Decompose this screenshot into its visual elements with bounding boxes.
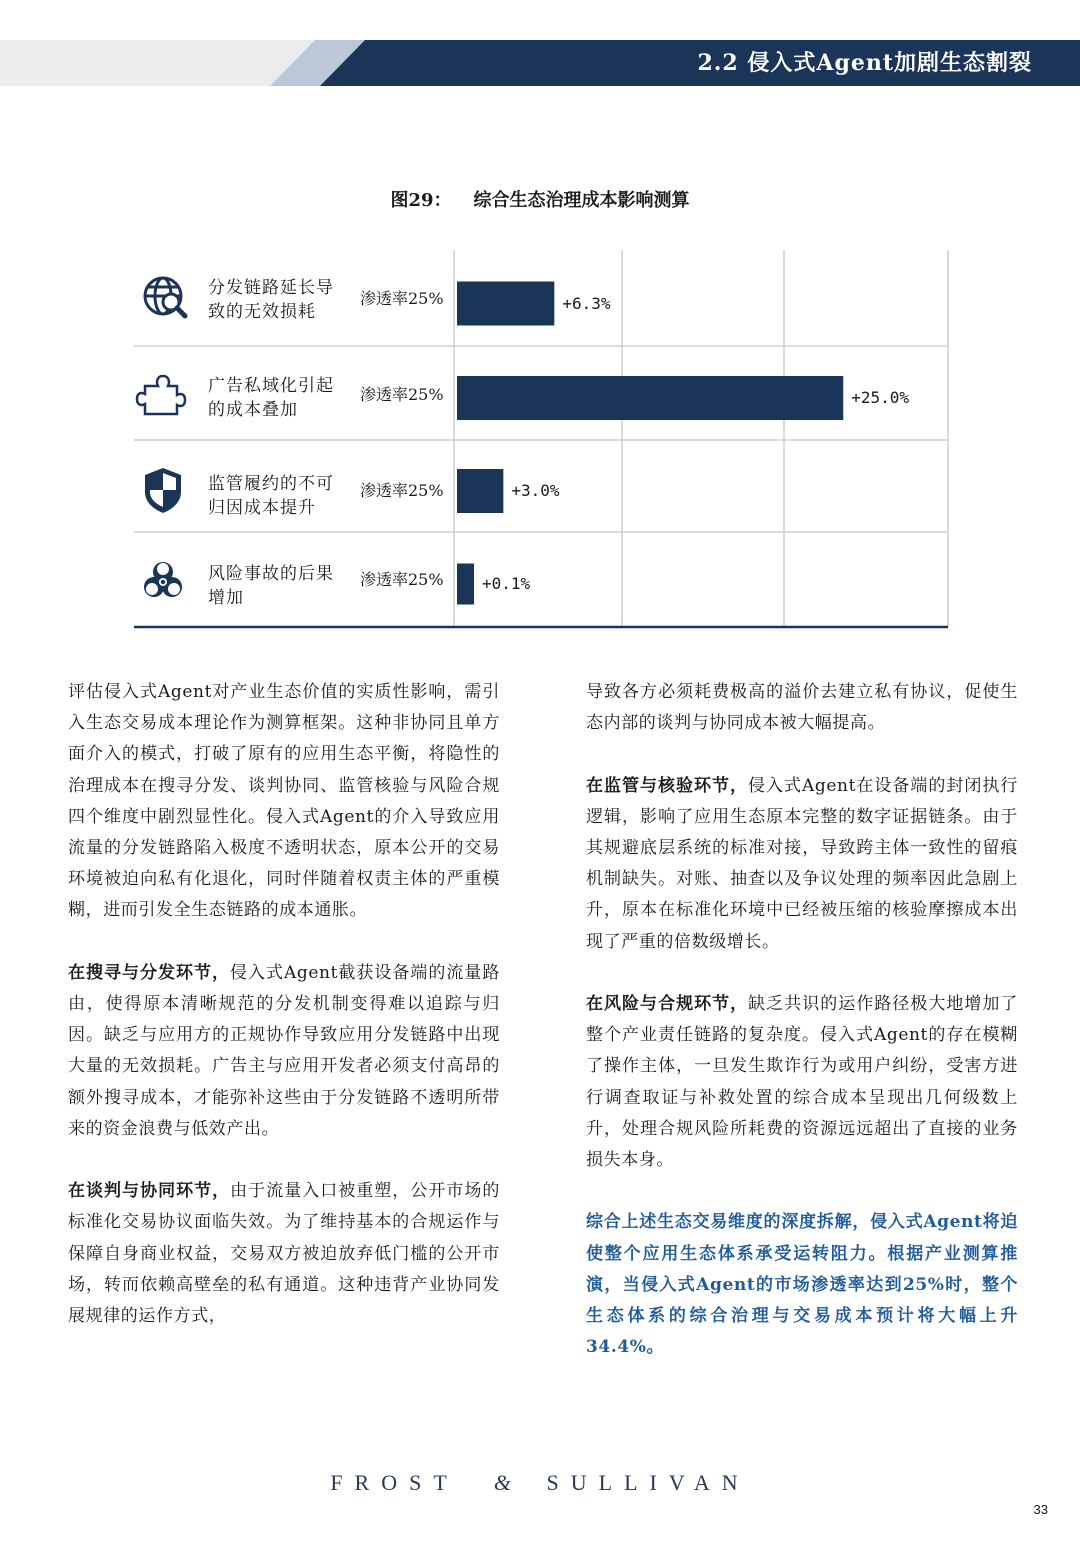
paragraph-search-lead: 在搜寻与分发环节， bbox=[68, 962, 230, 983]
paragraph-risk: 在风险与合规环节，缺乏共识的运作路径极大地增加了整个产业责任链路的复杂度。侵入式Agent的存在模糊了操作主体，一旦发生欺诈行为或用户纠纷，受害方进行调查取证与补救处置的综合成本呈现出几何级数上升，处理合规风险所耗费的资源远远超出了直接的业务损失本身。 bbox=[586, 994, 1018, 1171]
summary-paragraph: 综合上述生态交易维度的深度拆解，侵入式Agent将迫使整个应用生态体系承受运转阻力。根据产业测算推演，当侵入式Agent的市场渗透率达到25%时，整个生态体系的综合治理与交易成本预计将大幅上升34.4%。 bbox=[586, 1212, 1018, 1358]
bar-value-label: +0.1% bbox=[482, 574, 531, 593]
bar-1 bbox=[457, 282, 554, 326]
figure-number: 图29： bbox=[390, 190, 452, 211]
puzzle-icon bbox=[137, 376, 185, 414]
globe-search-icon bbox=[145, 278, 185, 316]
bar-value-label: +25.0% bbox=[851, 388, 910, 407]
penetration-label: 渗透率25% bbox=[360, 289, 444, 308]
paragraph-regulation-lead: 在监管与核验环节， bbox=[586, 775, 748, 796]
penetration-label: 渗透率25% bbox=[360, 570, 444, 589]
chart-icons bbox=[137, 278, 185, 597]
paragraph-risk-lead: 在风险与合规环节， bbox=[586, 994, 749, 1014]
bar-value-label: +3.0% bbox=[511, 481, 560, 500]
page-number: 33 bbox=[1033, 1502, 1048, 1517]
biohazard-icon bbox=[144, 562, 182, 597]
category-label: 分发链路延长导 致的无效损耗 bbox=[208, 278, 334, 322]
bar-3 bbox=[457, 469, 503, 513]
paragraph-intro: 评估侵入式Agent对产业生态价值的实质性影响，需引入生态交易成本理论作为测算框架。这种非协同且单方面介入的模式，打破了原有的应用生态平衡，将隐性的治理成本在搜寻分发、谈判协同、监管核验与风险合规四个维度中剧烈显性化。侵入式Agent的介入导致应用流量的分发链路陷入极度不透明状态，原本公开的交易环境被迫向私有化退化，同时伴随着权责主体的严重模糊，进而引发全生态链路的成本通胀。 bbox=[68, 682, 500, 921]
penetration-label: 渗透率25% bbox=[360, 481, 444, 500]
bar-2 bbox=[457, 376, 843, 420]
paragraph-negotiation: 在谈判与协同环节，由于流量入口被重塑，公开市场的标准化交易协议面临失效。为了维持基本的合规运作与保障自身商业权益，交易双方被迫放弃低门槛的公开市场，转而依赖高壁垒的私有通道。这种违背产业协同发展规律的运作方式， bbox=[68, 1181, 500, 1327]
figure-title-text: 综合生态治理成本影响测算 bbox=[473, 190, 690, 211]
bar-value-label: +6.3% bbox=[562, 293, 611, 313]
body-right-column bbox=[586, 677, 1018, 1395]
category-label: 广告私域化引起 的成本叠加 bbox=[208, 376, 334, 420]
bar-4 bbox=[457, 564, 474, 605]
shield-icon bbox=[145, 468, 181, 513]
category-label: 监管履约的不可 归因成本提升 bbox=[208, 474, 334, 518]
penetration-label: 渗透率25% bbox=[360, 385, 444, 404]
body-left-column bbox=[68, 677, 500, 1363]
paragraph-continued: 导致各方必须耗费极高的溢价去建立私有协议，促使生态内部的谈判与协同成本被大幅提高。 bbox=[586, 682, 1018, 734]
category-label: 风险事故的后果 增加 bbox=[208, 564, 334, 608]
cost-impact-chart bbox=[0, 0, 1080, 640]
chart-bars bbox=[457, 282, 843, 605]
frost-sullivan-logo: FROST & SULLIVAN bbox=[330, 1470, 750, 1495]
paragraph-search: 在搜寻与分发环节，侵入式Agent截获设备端的流量路由，使得原本清晰规范的分发机制变得难以追踪与归因。缺乏与应用方的正规协作导致应用分发链路中出现大量的无效损耗。广告主与应用开发者必须支付高昂的额外搜寻成本，才能弥补这些由于分发链路不透明所带来的资金浪费与低效产出。 bbox=[68, 962, 500, 1139]
paragraph-negotiation-lead: 在谈判与协同环节， bbox=[68, 1181, 231, 1202]
paragraph-regulation: 在监管与核验环节，侵入式Agent在设备端的封闭执行逻辑，影响了应用生态原本完整的数字证据链条。由于其规避底层系统的标准对接，导致跨主体一致性的留痕机制缺失。对账、抽查以及争议处理的频率因此急剧上升，原本在标准化环境中已经被压缩的核验摩擦成本出现了严重的倍数级增长。 bbox=[586, 775, 1018, 952]
section-title: 2.2 侵入式Agent加剧生态割裂 bbox=[697, 50, 1032, 76]
